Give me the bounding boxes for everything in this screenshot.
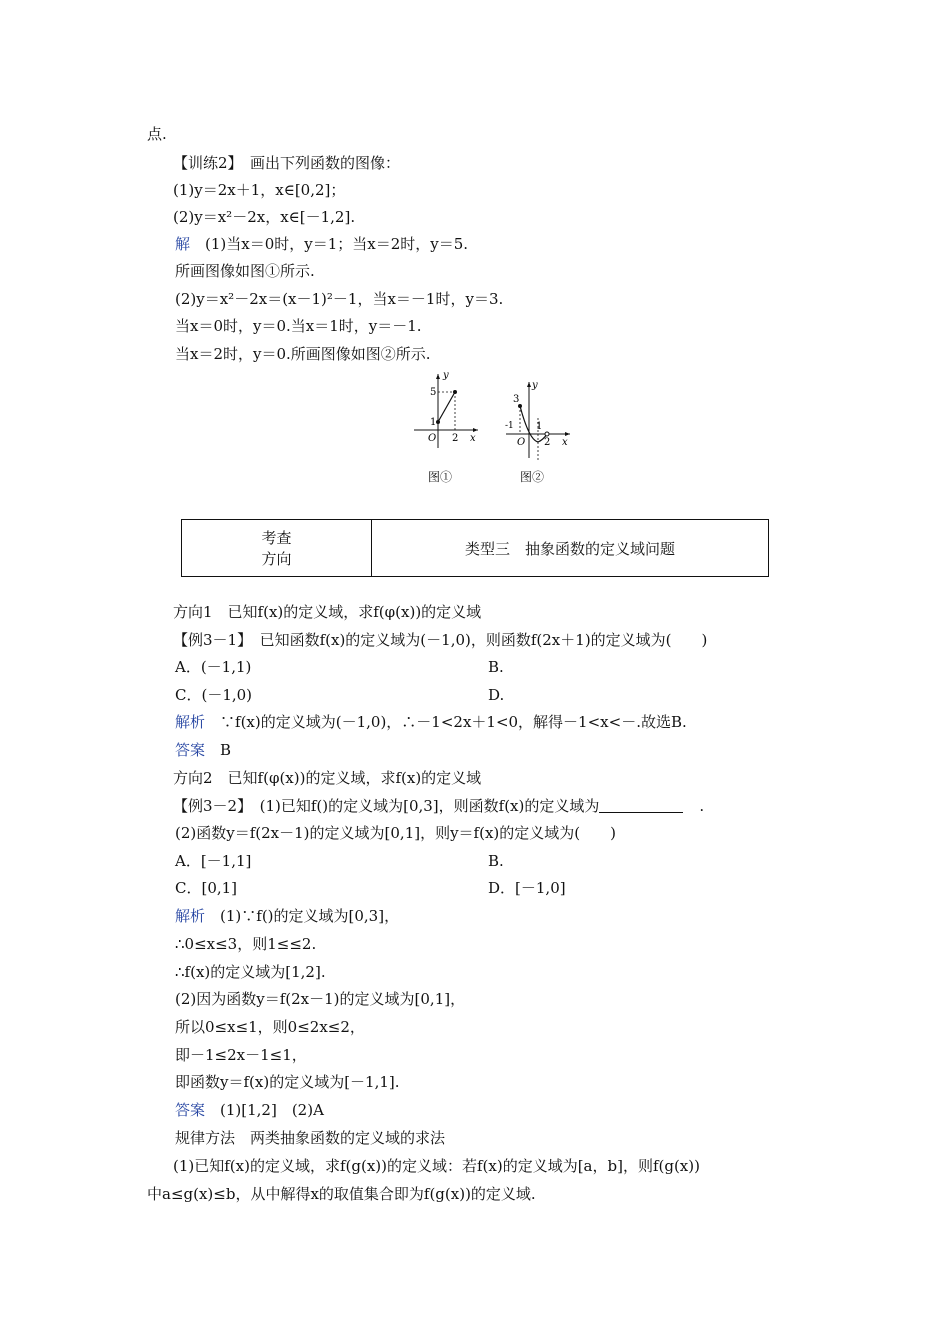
option-d: D．[－1,0] <box>488 879 566 897</box>
y-label: y <box>443 370 449 381</box>
endpoint-dot <box>436 420 440 424</box>
tick-label: -1 <box>505 421 514 431</box>
method-heading: 规律方法 两类抽象函数的定义域的求法 <box>175 1129 446 1147</box>
cell-text: 考查 <box>261 529 292 547</box>
example-heading: 【例3－1】 已知函数f(x)的定义域为(－1,0)，则函数f(2x＋1)的定义域为( ) <box>173 631 708 649</box>
analysis-text: (1)∵f()的定义域为[0,3]， <box>205 907 400 925</box>
topic-table <box>181 519 769 577</box>
x-label: x <box>470 433 476 444</box>
text-line: 当x＝2时，y＝0.所画图像如图②所示. <box>175 345 431 363</box>
analysis-label: 解析 <box>175 713 206 731</box>
option-b: B. <box>488 658 504 676</box>
table-cell-left <box>182 520 372 577</box>
x-axis-arrow-icon <box>473 428 478 432</box>
text-line: (1)已知f(x)的定义域，求f(g(x))的定义域：若f(x)的定义域为[a，b]，则f(g(x)) <box>173 1157 700 1175</box>
origin-label: O <box>517 437 526 448</box>
endpoint-dot <box>545 432 549 436</box>
answer-line <box>175 739 231 761</box>
text-line: 点. <box>147 125 167 143</box>
figure-1-caption: 图① <box>428 470 453 484</box>
text-line: 即函数y＝f(x)的定义域为[－1,1]. <box>175 1073 400 1091</box>
cell-text: 方向 <box>261 550 292 568</box>
tick-label: 2 <box>452 433 459 444</box>
tick-label: 5 <box>430 387 437 398</box>
text-line: (2)y＝x²－2x，x∈[－1,2]. <box>173 208 356 226</box>
option-d: D. <box>488 686 505 704</box>
text-line: (2)因为函数y＝f(2x－1)的定义域为[0,1]， <box>175 990 466 1008</box>
direction-heading: 方向2 已知f(φ(x))的定义域，求f(x)的定义域 <box>173 769 482 787</box>
text-line: 即－1≤2x－1≤1， <box>175 1046 307 1064</box>
analysis-line <box>175 711 687 733</box>
analysis-label: 解析 <box>175 907 206 925</box>
y-label: y <box>532 380 538 391</box>
text-line: ∴0≤x≤3，则1≤≤2. <box>175 935 317 953</box>
example-text: 【例3－2】 (1)已知f()的定义域为[0,3]，则函数f(x)的定义域为 <box>173 797 600 815</box>
solution-label: 解 <box>175 235 191 253</box>
analysis-line <box>175 905 399 927</box>
text-line: (1)y＝2x＋1，x∈[0,2]； <box>173 181 346 199</box>
answer-label: 答案 <box>175 741 206 759</box>
text-line: (2)函数y＝f(2x－1)的定义域为[0,1]，则y＝f(x)的定义域为( ) <box>175 824 616 842</box>
option-c: C．(－1,0) <box>175 686 253 704</box>
table-cell-right: 类型三 抽象函数的定义域问题 <box>372 520 769 577</box>
tick-label: 1 <box>430 417 437 428</box>
example-heading <box>173 795 704 817</box>
tick-label: 2 <box>544 437 551 448</box>
text-line: ∴f(x)的定义域为[1,2]. <box>175 963 326 981</box>
answer-text: (1)[1,2] (2)A <box>205 1101 324 1119</box>
example-text: . <box>699 797 705 815</box>
text-line: (2)y＝x²－2x＝(x－1)²－1，当x＝－1时，y＝3. <box>175 290 504 308</box>
option-c: C．[0,1] <box>175 879 238 897</box>
solution-line <box>175 233 468 255</box>
text-line: 当x＝0时，y＝0.当x＝1时，y＝－1. <box>175 317 422 335</box>
y-axis-arrow-icon <box>527 382 531 387</box>
text-line: 中a≤g(x)≤b，从中解得x的取值集合即为f(g(x))的定义域. <box>147 1185 536 1203</box>
answer-line <box>175 1099 324 1121</box>
analysis-text: ∵f(x)的定义域为(－1,0)，∴－1<2x＋1<0，解得－1<x<－.故选B. <box>205 713 687 731</box>
option-a: A．(－1,1) <box>175 658 252 676</box>
x-axis-arrow-icon <box>565 432 570 436</box>
tick-label: 1 <box>536 421 543 432</box>
origin-label: O <box>428 433 437 444</box>
tick-label: 3 <box>513 394 520 405</box>
y-axis-arrow-icon <box>436 374 440 379</box>
x-label: x <box>562 437 568 448</box>
figure-1-graph <box>410 368 482 450</box>
figure-2-caption: 图② <box>520 470 545 484</box>
answer-blank <box>599 798 683 813</box>
answer-text: B <box>205 741 232 759</box>
figure-2-graph <box>502 378 574 460</box>
text-line: 所以0≤x≤1，则0≤2x≤2， <box>175 1018 365 1036</box>
graph-segment <box>438 392 455 422</box>
table-row <box>182 520 769 577</box>
exercise-heading: 【训练2】 画出下列函数的图像： <box>173 154 401 172</box>
text-line: 所画图像如图①所示. <box>175 262 315 280</box>
solution-text: (1)当x＝0时，y＝1；当x＝2时，y＝5. <box>190 235 469 253</box>
direction-heading: 方向1 已知f(x)的定义域，求f(φ(x))的定义域 <box>173 603 482 621</box>
option-b: B. <box>488 852 504 870</box>
option-a: A．[－1,1] <box>175 852 252 870</box>
answer-label: 答案 <box>175 1101 206 1119</box>
